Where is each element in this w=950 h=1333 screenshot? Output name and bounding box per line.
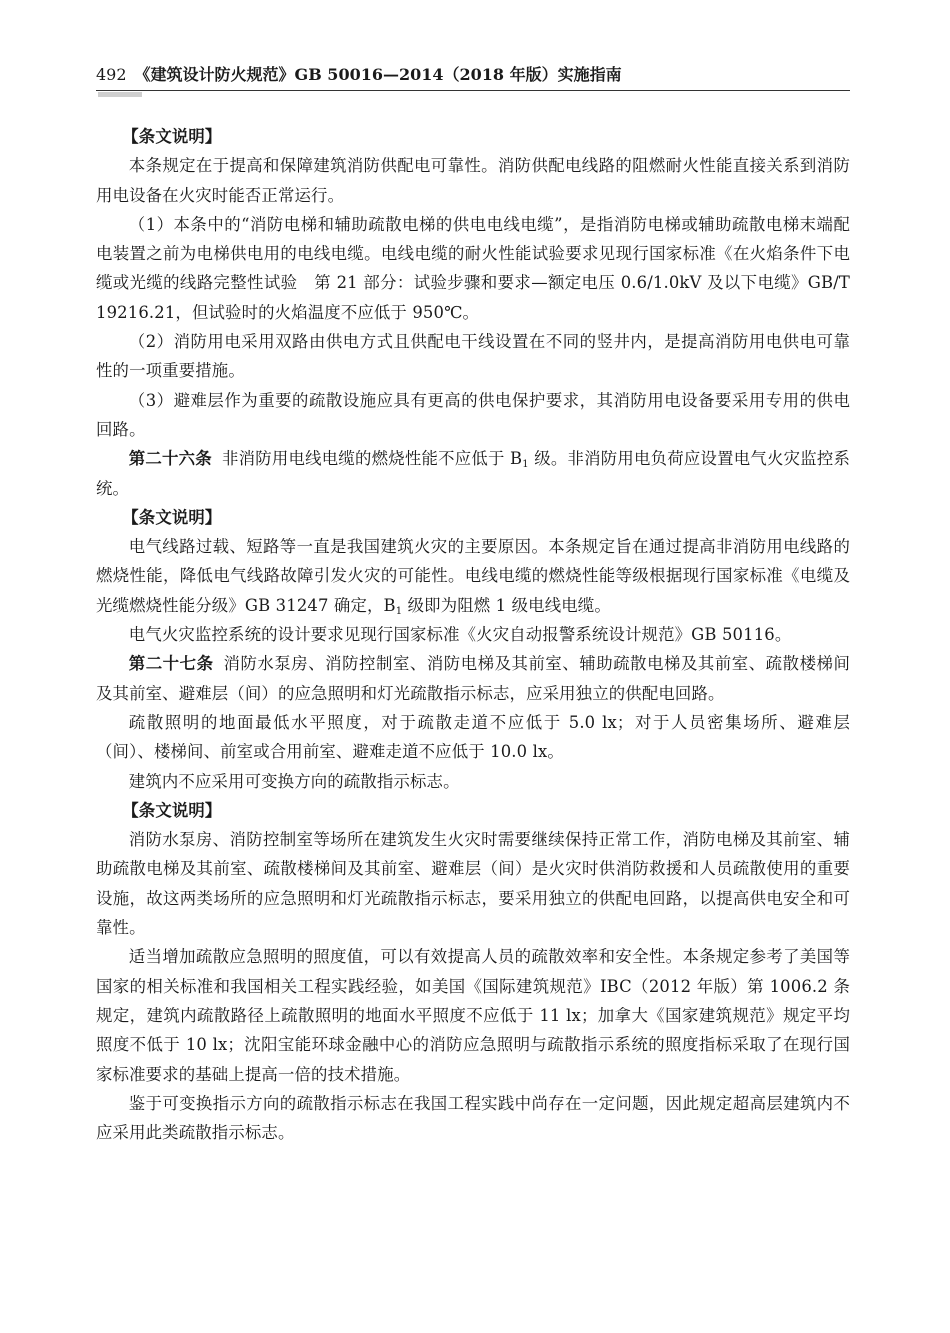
article-text: 消防水泵房、消防控制室、消防电梯及其前室、辅助疏散电梯及其前室、疏散楼梯间及其前室、避难层（间）的应急照明和灯光疏散指示标志，应采用独立的供配电回路。 <box>96 654 850 703</box>
paragraph: （3）避难层作为重要的疏散设施应具有更高的供电保护要求，其消防用电设备要采用专用的供电回路。 <box>96 390 850 439</box>
article-number: 第二十六条 <box>128 449 212 469</box>
paragraph: （1）本条中的“消防电梯和辅助疏散电梯的供电电线电缆”，是指消防电梯或辅助疏散电梯末端配电装置之前为电梯供电用的电线电缆。电线电缆的耐火性能试验要求见现行国家标准《在火焰条件下电缆或光缆的线路完整性试验 第 21 部分：试验步骤和要求—额定电压 0.6/1.0kV 及以下电缆》GB/T 19216.21，但试验时的火焰温度不应低于 950℃。 <box>96 214 850 322</box>
article-text: 非消防用电线电缆的燃烧性能不应低于 B <box>221 449 523 469</box>
paragraph: （2）消防用电采用双路由供电方式且供配电干线设置在不同的竖井内，是提高消防用电供电可靠性的一项重要措施。 <box>96 332 850 381</box>
section-heading: 【条文说明】 <box>122 127 222 146</box>
paragraph-text: 电气线路过载、短路等一直是我国建筑火灾的主要原因。本条规定旨在通过提高非消防用电线路的燃烧性能，降低电气线路故障引发火灾的可能性。电线电缆的燃烧性能等级根据现行国家标准《电缆及光缆燃烧性能分级》GB 31247 确定，B <box>96 537 850 615</box>
paragraph: 电气火灾监控系统的设计要求见现行国家标准《火灾自动报警系统设计规范》GB 50116。 <box>128 625 792 645</box>
paragraph: 建筑内不应采用可变换方向的疏散指示标志。 <box>128 771 460 791</box>
header-rule <box>96 90 850 91</box>
section-heading: 【条文说明】 <box>122 507 222 527</box>
paragraph: 鉴于可变换指示方向的疏散指示标志在我国工程实践中尚存在一定问题，因此规定超高层建筑内不应采用此类疏散指示标志。 <box>96 1093 850 1143</box>
page-body <box>96 122 850 1147</box>
article-number: 第二十七条 <box>128 654 214 674</box>
paragraph <box>96 532 850 620</box>
header-decoration <box>98 92 142 97</box>
section-heading: 【条文说明】 <box>122 800 222 820</box>
article-text: 级。非消防用电负荷应设置电气火灾监控系统。 <box>96 449 851 498</box>
paragraph: 消防水泵房、消防控制室等场所在建筑发生火灾时需要继续保持正常工作，消防电梯及其前室、辅助疏散电梯及其前室、疏散楼梯间及其前室、避难层（间）是火灾时供消防救援和人员疏散使用的重要设施，故这两类场所的应急照明和灯光疏散指示标志，要采用独立的供配电回路，以提高供电安全和可靠性。 <box>96 830 850 938</box>
paragraph: 适当增加疏散应急照明的照度值，可以有效提高人员的疏散效率和安全性。本条规定参考了美国等国家的相关标准和我国相关工程实践经验，如美国《国际建筑规范》IBC（2012 年版）第 1006.2 条规定，建筑内疏散路径上疏散照明的地面水平照度不应低于 11 lx；加拿大《国家建筑规范》规定平均照度不低于 10 lx；沈阳宝能环球金融中心的消防应急照明与疏散指示系统的照度指标采取了在现行国家标准要求的基础上提高一倍的技术措施。 <box>96 947 850 1084</box>
article-27 <box>96 649 850 708</box>
paragraph: 疏散照明的地面最低水平照度，对于疏散走道不应低于 5.0 lx；对于人员密集场所、避难层（间）、楼梯间、前室或合用前室、避难走道不应低于 10.0 lx。 <box>96 712 850 762</box>
page-number: 492 <box>96 65 127 84</box>
article-26 <box>96 444 850 503</box>
subscript: 1 <box>522 459 529 471</box>
book-title: 《建筑设计防火规范》GB 50016—2014（2018 年版）实施指南 <box>134 65 622 84</box>
subscript: 1 <box>395 605 403 617</box>
running-header <box>96 62 850 88</box>
paragraph-text: 级即为阻燃 1 级电线电缆。 <box>402 595 611 615</box>
paragraph: 本条规定在于提高和保障建筑消防供配电可靠性。消防供配电线路的阻燃耐火性能直接关系到消防用电设备在火灾时能否正常运行。 <box>96 156 850 205</box>
